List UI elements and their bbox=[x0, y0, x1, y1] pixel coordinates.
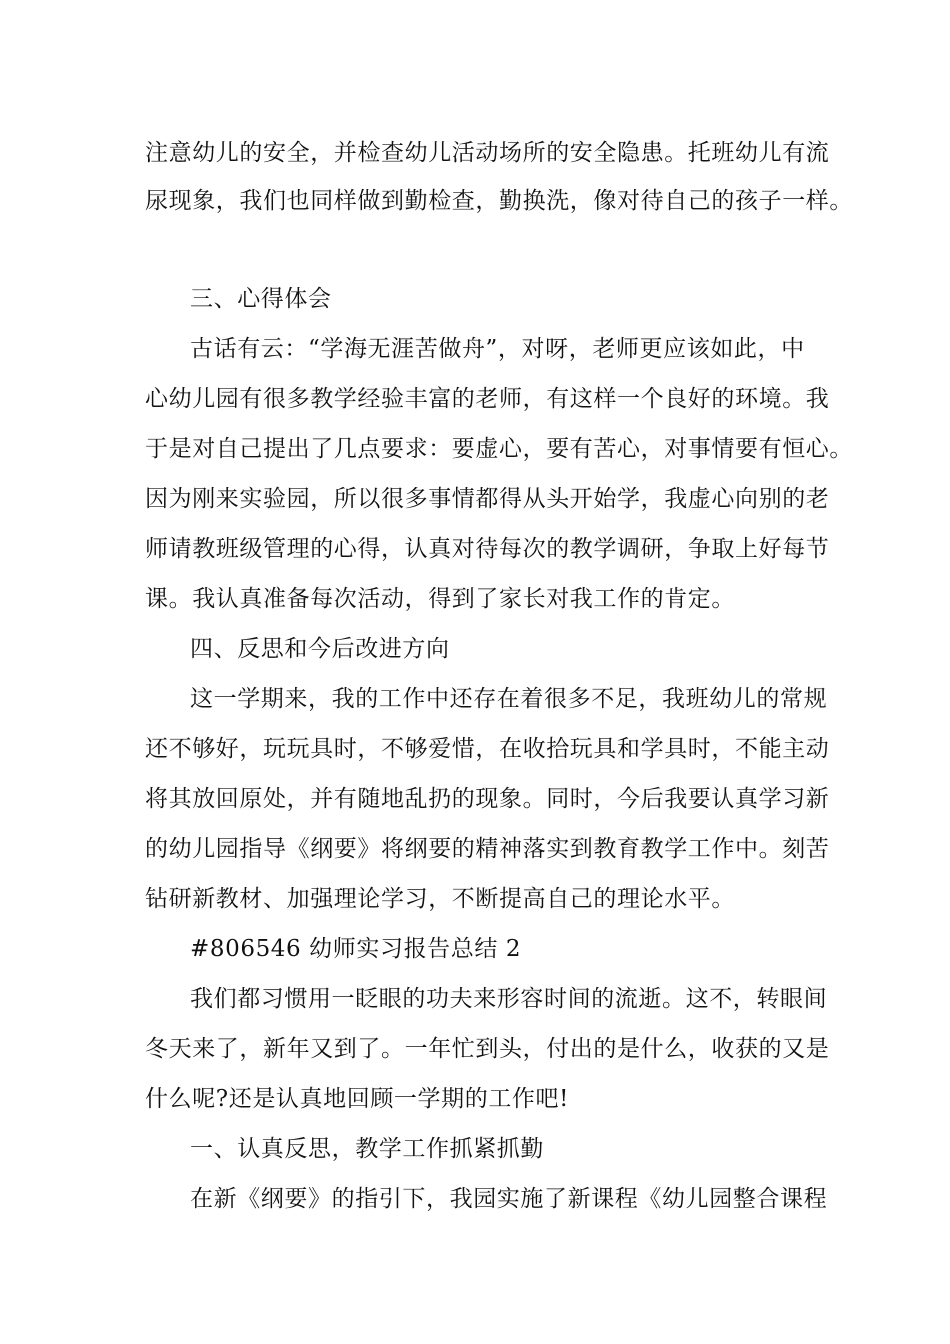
text-line: 在新《纲要》的指引下，我园实施了新课程《幼儿园整合课程 bbox=[190, 1186, 828, 1212]
text-line: 冬天来了，新年又到了。一年忙到头，付出的是什么，收获的又是 bbox=[145, 1036, 830, 1062]
text-line: 我们都习惯用一眨眼的功夫来形容时间的流逝。这不，转眼间 bbox=[190, 986, 828, 1012]
text-line: 注意幼儿的安全，并检查幼儿活动场所的安全隐患。托班幼儿有流 bbox=[145, 140, 830, 166]
text-line: 课。我认真准备每次活动，得到了家长对我工作的肯定。 bbox=[145, 586, 735, 612]
section-heading: 一、认真反思，教学工作抓紧抓勤 bbox=[190, 1136, 544, 1162]
text-line: 将其放回原处，并有随地乱扔的现象。同时，今后我要认真学习新 bbox=[145, 786, 830, 812]
article-title: #806546 幼师实习报告总结 2 bbox=[190, 936, 522, 962]
section-heading: 四、反思和今后改进方向 bbox=[190, 636, 450, 662]
text-line: 尿现象，我们也同样做到勤检查，勤换洗，像对待自己的孩子一样。 bbox=[145, 188, 853, 214]
text-line: 什么呢?还是认真地回顾一学期的工作吧! bbox=[145, 1086, 569, 1112]
text-line: 于是对自己提出了几点要求：要虚心，要有苦心，对事情要有恒心。 bbox=[145, 436, 853, 462]
section-heading: 三、心得体会 bbox=[190, 286, 332, 312]
text-line: 因为刚来实验园，所以很多事情都得从头开始学，我虚心向别的老 bbox=[145, 486, 830, 512]
text-line: 还不够好，玩玩具时，不够爱惜，在收拾玩具和学具时，不能主动 bbox=[145, 736, 830, 762]
text-line: 师请教班级管理的心得，认真对待每次的教学调研，争取上好每节 bbox=[145, 536, 830, 562]
text-line: 古话有云：“学海无涯苦做舟”，对呀，老师更应该如此，中 bbox=[190, 336, 805, 362]
text-line: 钻研新教材、加强理论学习，不断提高自己的理论水平。 bbox=[145, 886, 735, 912]
text-line: 的幼儿园指导《纲要》将纲要的精神落实到教育教学工作中。刻苦 bbox=[145, 836, 830, 862]
text-line: 心幼儿园有很多教学经验丰富的老师，有这样一个良好的环境。我 bbox=[145, 386, 830, 412]
text-line: 这一学期来，我的工作中还存在着很多不足，我班幼儿的常规 bbox=[190, 686, 828, 712]
